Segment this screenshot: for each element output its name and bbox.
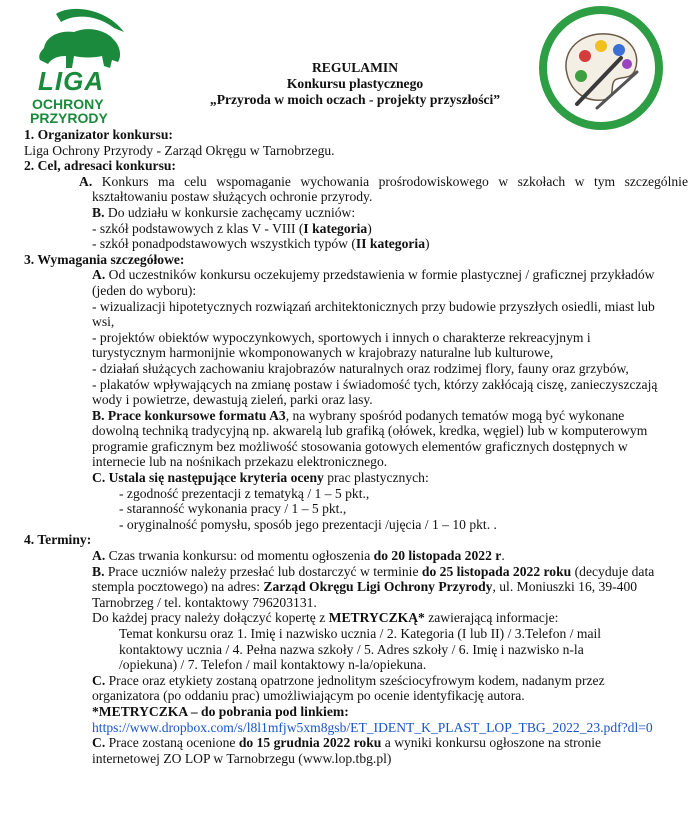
section-4-b-line1 — [24, 564, 688, 580]
criteria-item: - staranność wykonania pracy / 1 – 5 pkt., — [119, 501, 347, 517]
section-4-heading: 4. Terminy: — [24, 532, 92, 548]
section-4-c2-line2: internetowej ZO LOP w Tarnobrzegu (www.lop.tbg.pl) — [92, 750, 392, 766]
lop-logo — [26, 6, 134, 126]
section-4-a — [24, 548, 688, 564]
section-2-a-line2: kształtowaniu postaw służących ochronie przyrody. — [92, 189, 373, 205]
section-3-b-line4: internecie lub na nośnikach przekazu elektronicznego. — [92, 454, 388, 470]
section-4-c1-line1 — [24, 673, 688, 689]
text: , na wybrany spośród podanych tematów mogą być wykonane — [285, 407, 625, 423]
text: , ul. Moniuszki 16, 39-400 — [492, 579, 638, 595]
section-4-b-line3: Tarnobrzeg / tel. kontaktowy 796203131. — [92, 594, 317, 610]
section-3-b-line2: dowolną techniką tradycyjną np. akwarelą lub grafiką (ołówek, kredka, węgiel) lub w komputerowym — [92, 423, 648, 439]
logo-text-liga: LIGA — [38, 66, 105, 96]
text: Prace zostaną ocenione — [105, 735, 239, 751]
section-3-line: (jeden do wyboru): — [92, 282, 197, 298]
text: Prace uczniów należy przesłać lub dostarczyć w terminie — [104, 563, 422, 579]
document-subtitle: Konkursu plastycznego — [286, 76, 424, 91]
text: - szkół podstawowych z klas V - VIII ( — [92, 220, 304, 236]
category-2: II kategoria — [355, 236, 426, 252]
text: (decyduje data — [571, 563, 655, 579]
section-4-c1-line2: organizatora (po oddaniu prac) umożliwiającym po ocenie identyfikację autora. — [92, 688, 525, 704]
criteria-item: - oryginalność pomysłu, sposób jego prezentacji /ujęcia / 1 – 10 pkt. . — [119, 516, 497, 532]
document-body — [24, 127, 688, 766]
metryczka: METRYCZKĄ* — [328, 610, 425, 626]
text: Konkurs ma celu wspomaganie wychowania prośrodowiskowego w szkołach w tym szczególnie — [101, 173, 688, 189]
text: Do każdej pracy należy dołączyć kopertę z — [92, 610, 329, 626]
metryczka-line: Temat konkursu oraz 1. Imię i nazwisko ucznia / 2. Kategoria (I lub II) / 3.Telefon / mail — [119, 626, 602, 641]
document-title: REGULAMIN — [311, 60, 399, 75]
section-2-item-1 — [24, 221, 688, 237]
paint-palette-icon — [537, 4, 665, 132]
section-3-b-line1 — [24, 408, 688, 424]
label-c: C. — [92, 735, 106, 751]
section-3-line: - działań służących zachowaniu krajobrazów naturalnych oraz rodzimej flory, fauny oraz grzybów, — [92, 360, 629, 376]
section-4-metryczka — [24, 610, 688, 626]
logo-text-ochrony: OCHRONY — [32, 96, 104, 112]
text: zawierającą informacje: — [424, 610, 559, 626]
text: Prace oraz etykiety zostaną opatrzone jednolitym sześciocyfrowym kodem, nadanym przez — [105, 672, 605, 688]
section-4-b-line2 — [24, 579, 688, 595]
section-3-heading: 3. Wymagania szczegółowe: — [24, 251, 185, 267]
download-link[interactable]: https://www.dropbox.com/s/l8l1mfjw5xm8gsb/ET_IDENT_K_PLAST_LOP_TBG_2022_23.pdf?dl=0 — [92, 719, 653, 735]
document-header — [170, 60, 540, 108]
text: stempla pocztowego) na adres: — [92, 579, 264, 595]
label-a: A. — [79, 173, 93, 189]
text: - szkół ponadpodstawowych wszystkich typów ( — [92, 236, 356, 252]
text: Od uczestników konkursu oczekujemy przedstawienia w formie plastycznej / graficznej przykładów — [108, 267, 655, 283]
section-2-b — [24, 205, 688, 221]
text: ) — [425, 236, 430, 252]
section-2-item-2 — [24, 236, 688, 252]
section-1-text: Liga Ochrony Przyrody - Zarząd Okręgu w Tarnobrzegu. — [24, 142, 335, 158]
deadline: do 25 listopada 2022 roku — [421, 563, 572, 579]
section-2-heading: 2. Cel, adresaci konkursu: — [24, 158, 176, 174]
section-3-b-line3: programie graficznym bez możliwość stosowania gotowych elementów graficznych dostępnych w — [92, 438, 628, 454]
section-3-line: - projektów obiektów wypoczynkowych, sportowych i innych o charakterze rekreacyjnym i — [92, 329, 591, 345]
metryczka-line: /opiekuna) / 7. Telefon / mail kontaktowy n-la/opiekuna. — [119, 657, 427, 673]
deadline: do 15 grudnia 2022 roku — [238, 735, 382, 751]
section-3-line: - plakatów wpływających na zmianę postaw i świadomość tych, którzy zakłócają ciszę, zanieczyszczają — [92, 376, 658, 392]
label-a: A. — [92, 548, 106, 564]
section-2-a-line1 — [24, 174, 688, 190]
text: prac plastycznych: — [323, 470, 429, 486]
section-3-line: turystycznym harmonijnie wkomponowanych w krajobrazy naturalne lub kulturowe, — [92, 345, 554, 361]
criteria-item: - zgodność prezentacji z tematyką / 1 – 5 pkt., — [119, 485, 370, 501]
download-label: *METRYCZKA – do pobrania pod linkiem: — [92, 703, 349, 719]
label-c: C. — [92, 672, 106, 688]
label-a: A. — [92, 267, 106, 283]
document-theme: „Przyroda w moich oczach - projekty przyszłości” — [209, 92, 501, 107]
section-1-heading: 1. Organizator konkursu: — [24, 127, 173, 142]
text: a wyniki konkursu ogłoszone na stronie — [381, 735, 602, 751]
format-a3: B. Prace konkursowe formatu A3 — [92, 407, 286, 423]
logo-text-przyrody: PRZYRODY — [30, 110, 108, 126]
metryczka-line: kontaktowy ucznia / 4. Pełna nazwa szkoły / 5. Adres szkoły / 6. Imię i nazwisko n-la — [119, 641, 584, 657]
text: Czas trwania konkursu: od momentu ogłoszenia — [105, 548, 374, 564]
criteria-heading: C. Ustala się następujące kryteria oceny — [92, 470, 324, 486]
section-3-line: - wizualizacji hipotetycznych rozwiązań architektonicznych przy budowie przyszłych osiedli, miast lub — [92, 298, 655, 314]
address-name: Zarząd Okręgu Ligi Ochrony Przyrody — [263, 579, 493, 595]
text: ) — [367, 220, 372, 236]
section-3-c — [24, 470, 688, 486]
text: . — [501, 548, 505, 564]
text: Do udziału w konkursie zachęcamy uczniów: — [107, 204, 356, 220]
deadline: do 20 listopada 2022 r — [373, 548, 502, 564]
section-3-line: wsi, — [92, 314, 115, 330]
section-3-a-line1 — [24, 267, 688, 283]
label-b: B. — [92, 563, 105, 579]
palette-logo — [537, 4, 665, 132]
section-3-line: wody i powietrze, dewastują zieleń, parki oraz lasy. — [92, 392, 373, 408]
download-line — [24, 720, 688, 736]
category-1: I kategoria — [303, 220, 368, 236]
section-4-c2-line1 — [24, 735, 688, 751]
label-b: B. — [92, 204, 105, 220]
